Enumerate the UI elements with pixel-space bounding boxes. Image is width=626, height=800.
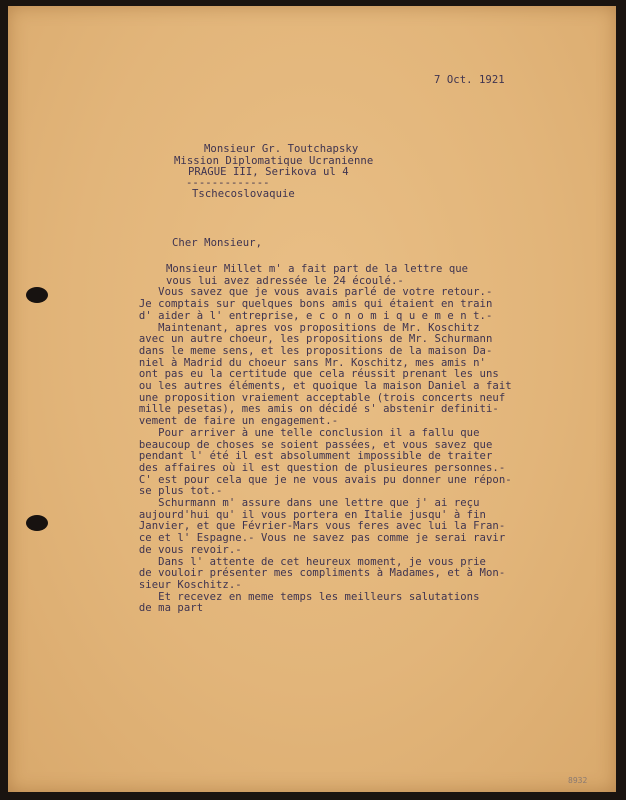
body-line: Vous savez que je vous avais parlé de votre retour.- [126,286,493,299]
body-line: ont pas eu la certitude que cela réussit prenant les uns [126,368,499,381]
body-line: des affaires où il est question de plusieures personnes.- [126,461,506,474]
body-line: vement de faire un engagement.- [126,415,339,428]
archive-mark: 8932 [568,776,588,785]
body-line: de vous revoir.- [126,543,242,556]
body-line: Je comptais sur quelques bons amis qui étaient en train [126,298,493,311]
body-line: Schurmann m' assure dans une lettre que j' ai reçu [126,497,480,509]
salutation: Cher Monsieur, [172,237,262,249]
body-line: Pour arriver à une telle conclusion il a fallu que [126,426,480,439]
body-line: niel à Madrid du choeur sans Mr. Koschitz, mes amis n' [126,356,486,369]
body-line: pendant l' été il est absolumment impossible de traiter [126,450,493,463]
body-line: de ma part [126,602,204,615]
body-line: dans le meme sens, et les propositions de la maison Da- [126,344,493,357]
letter-date: 7 Oct. 1921 [434,74,505,86]
body-line: vous lui avez adressée le 24 écoulé.- [166,274,404,287]
body-line: Maintenant, apres vos propositions de Mr. Koschitz [126,321,480,334]
address-line: Monsieur Gr. Toutchapsky [204,143,359,155]
body-line: avec un autre choeur, les propositions de Mr. Schurmann [126,333,493,346]
body-line: d' aider à l' entreprise, e c o n o m i q u e m e n t.- [126,309,493,322]
address-line: ------------- [186,177,270,189]
punch-hole-bottom [26,515,48,531]
punch-hole-top [26,287,48,303]
body-line: Dans l' attente de cet heureux moment, je vous prie [126,555,486,568]
body-line: ou les autres éléments, et quoique la maison Daniel a fait [126,380,512,392]
body-line: de vouloir présenter mes compliments à Madames, et à Mon- [126,567,506,580]
body-line: aujourd'hui qu' il vous portera en Italie jusqu' à fin [126,508,486,521]
body-line: Monsieur Millet m' a fait part de la lettre que [166,263,469,275]
body-line: se plus tot.- [126,485,223,498]
body-line: une proposition vraiement acceptable (trois concerts neuf [126,391,506,404]
address-line: Tschecoslovaquie [192,188,295,200]
body-line: mille pesetas), mes amis on décidé s' abstenir definiti- [126,403,499,416]
address-line: PRAGUE III, Serikova ul 4 [188,166,349,178]
body-line: sieur Koschitz.- [126,578,242,591]
letter-page [8,6,616,792]
body-line: C' est pour cela que je ne vous avais pu donner une répon- [126,473,512,486]
body-line: Janvier, et que Février-Mars vous feres avec lui la Fran- [126,520,506,533]
body-line: ce et l' Espagne.- Vous ne savez pas comme je serai ravir [126,532,506,545]
body-line: beaucoup de choses se soient passées, et vous savez que [126,438,493,451]
address-line: Mission Diplomatique Ucranienne [174,155,374,167]
body-line: Et recevez en meme temps les meilleurs salutations [126,590,480,603]
